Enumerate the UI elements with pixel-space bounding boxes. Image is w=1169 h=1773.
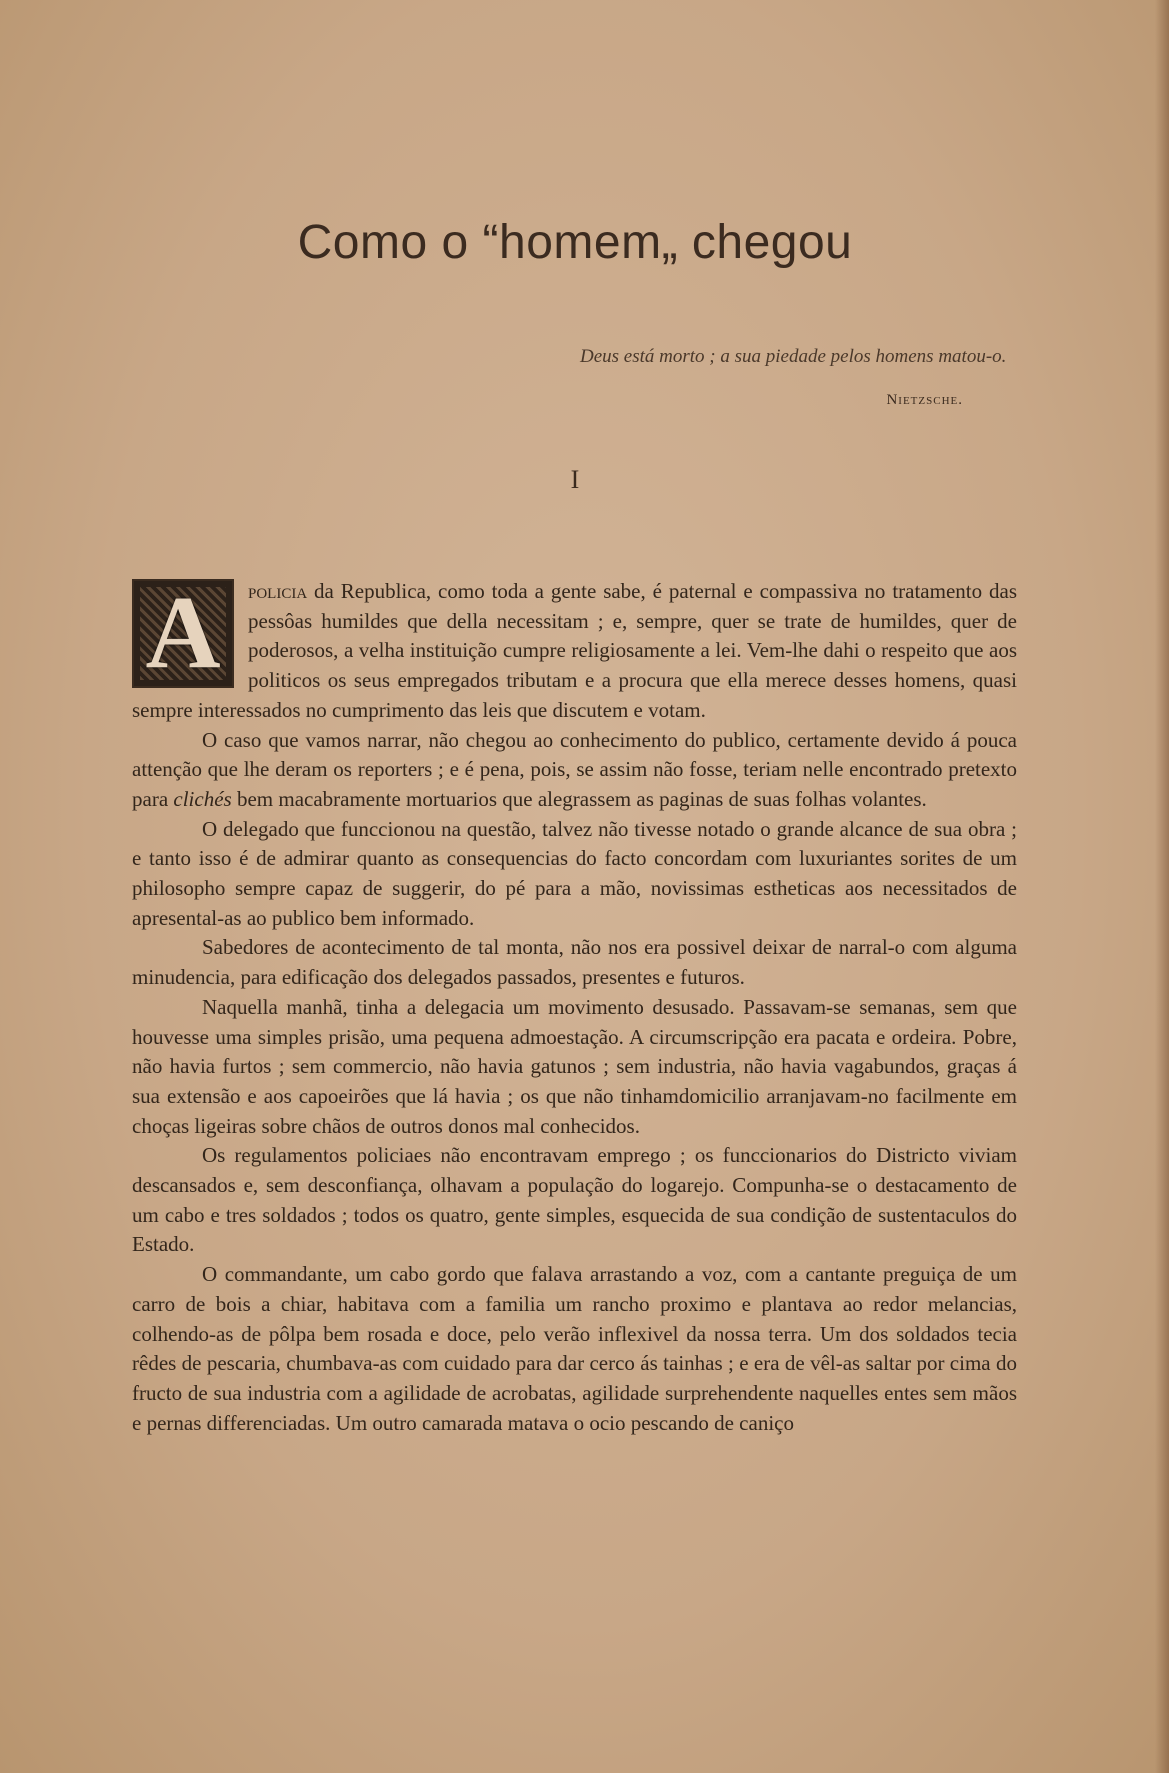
paragraph-6: Os regulamentos policiaes não encontravam emprego ; os funccionarios do Districto viviam descansados e, sem desconfiança, olhavam a população do logarejo. Compunha-se o destacamento de um cabo e tres soldados ; todos os quatro, gente simples, esquecida de sua condição de sustentaculos do Estado. xyxy=(132,1143,1017,1257)
page-title: Como o “homem„ chegou xyxy=(297,216,853,269)
paragraph-1-lead: policia xyxy=(248,579,308,603)
paragraph-2-italic: clichés xyxy=(173,786,232,811)
epigraph-author: Nietzsche. xyxy=(886,392,963,408)
paragraph-2 xyxy=(132,726,1017,815)
page-edge-shadow xyxy=(1155,0,1169,1773)
paragraph-7: O commandante, um cabo gordo que falava arrastando a voz, com a cantante preguiça de um carro de bois a chiar, habitava com a familia um rancho proximo e plantava ao redor melancias, colhendo-as de pôlpa bem rosada e doce, pelo verão inflexivel da nossa terra. Um dos soldados tecia rêdes de pescaria, chumbava-as com cuidado para dar cerco ás tainhas ; e era de vêl-as saltar por cima do fructo de sua industria com a agilidade de acrobatas, agilidade surprehendente naquelles entes sem mãos e pernas differenciadas. Um outro camarada matava o ocio pescando de caniço xyxy=(132,1262,1017,1435)
paragraph-2-before: O caso que vamos narrar, não chegou ao conhecimento do publico, certamente devido á pouca attenção que lhe deram os reporters ; e é pena, pois, se assim não fosse, teriam nelle encontrado pretexto para xyxy=(132,727,1017,811)
chapter-number: I xyxy=(570,465,580,494)
paragraph-1-text: da Republica, como toda a gente sabe, é paternal e compassiva no tratamento das pessôas humildes que della necessitam ; e, sempre, quer se trate de humildes, quer de poderosos, a velha instituição cumpre religiosamente a lei. Vem-lhe dahi o respeito que aos politicos os seus empregados tributam e a procura que ella merece desses homens, quasi sempre interessados no cumprimento das leis que discutem e votam. xyxy=(132,579,1017,722)
paragraph-2-after: bem macabramente mortuarios que alegrassem as paginas de suas folhas volantes. xyxy=(231,786,927,811)
ornamental-drop-cap xyxy=(132,575,234,690)
paragraph-5: Naquella manhã, tinha a delegacia um movimento desusado. Passavam-se semanas, sem que houvesse uma simples prisão, uma pequena admoestação. A circumscripção era pacata e ordeira. Pobre, não havia furtos ; sem commercio, não havia gatunos ; sem industria, não havia vagabundos, graças á sua extensão e aos capoeirões que lá havia ; os que não tinhamdomicilio arranjavam-no facilmente em choças ligeiras sobre chãos de outros donos mal conhecidos. xyxy=(132,994,1017,1138)
drop-cap-letter: A xyxy=(145,575,221,690)
body-text xyxy=(132,577,1017,1438)
paragraph-4: Sabedores de acontecimento de tal monta, não nos era possivel deixar de narral-o com alguma minudencia, para edificação dos delegados passados, presentes e futuros. xyxy=(132,935,1017,990)
epigraph-text: Deus está morto ; a sua piedade pelos homens matou-o. xyxy=(580,346,1007,367)
paragraph-1 xyxy=(132,577,1017,726)
paragraph-3: O delegado que funccionou na questão, talvez não tivesse notado o grande alcance de sua obra ; e tanto isso é de admirar quanto as consequencias do facto concordam com luxuriantes sorites de um philosopho sempre capaz de suggerir, do pé para a mão, novissimas estheticas aos necessitados de apresental-as ao publico bem informado. xyxy=(132,816,1017,930)
